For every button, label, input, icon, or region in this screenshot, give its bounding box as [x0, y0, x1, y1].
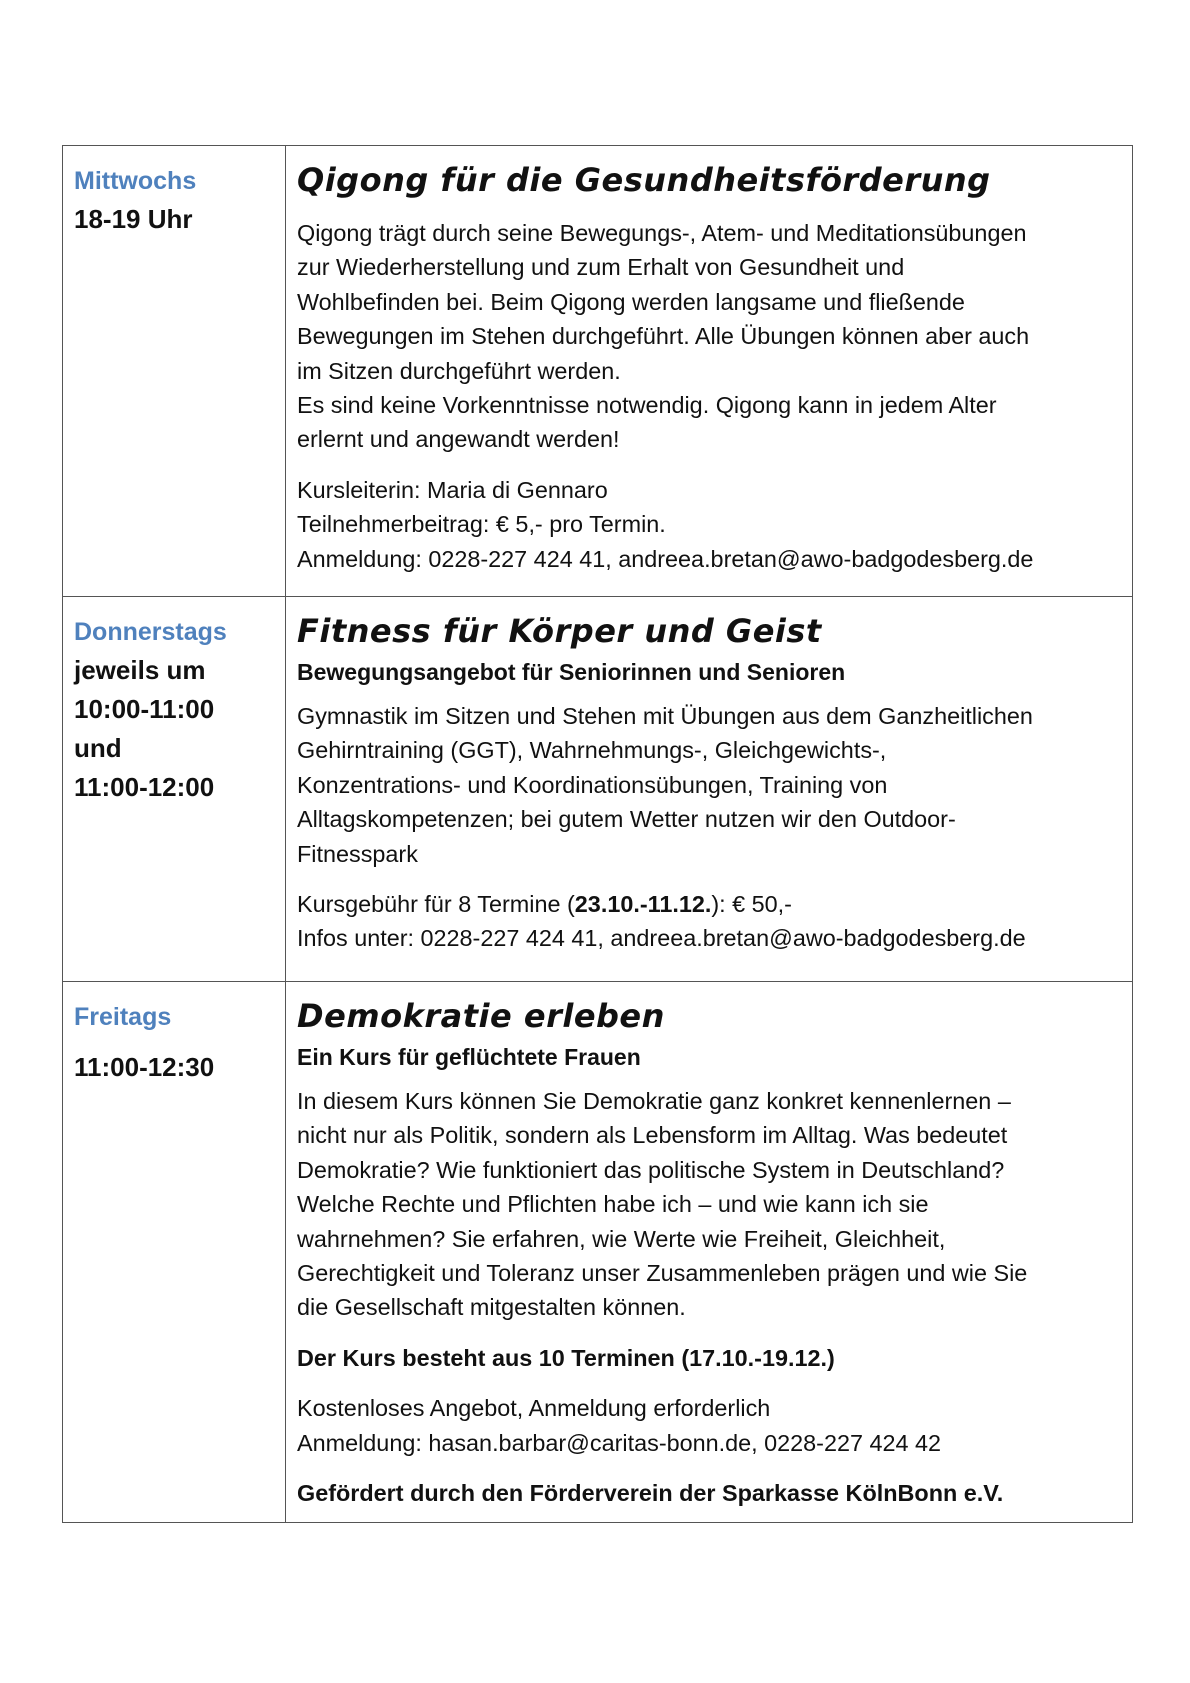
day-cell [63, 146, 286, 596]
course-fee: Teilnehmerbeitrag: € 5,- pro Termin. [297, 511, 666, 538]
course-registration: Anmeldung: 0228-227 424 41, andreea.bretan@awo-badgodesberg.de [297, 545, 1034, 572]
day-time: 11:00-12:30 [74, 1052, 215, 1082]
course-details [286, 146, 1132, 596]
course-schedule: Der Kurs besteht aus 10 Terminen (17.10.-19.12.) [297, 1344, 835, 1371]
course-title: Qigong für die Gesundheitsförderung [297, 161, 991, 199]
course-details [286, 982, 1132, 1522]
day-name: Freitags [74, 1003, 172, 1031]
course-sponsor: Gefördert durch den Förderverein der Sparkasse KölnBonn e.V. [297, 1480, 1004, 1507]
course-registration: Anmeldung: hasan.barbar@caritas-bonn.de, 0228-227 424 42 [297, 1429, 942, 1456]
course-contact [297, 473, 1120, 576]
course-table [62, 145, 1133, 1523]
course-offer: Kostenloses Angebot, Anmeldung erforderlich [297, 1395, 771, 1422]
day-time: jeweils um [74, 655, 206, 685]
course-row-democracy [63, 981, 1132, 1522]
course-title: Demokratie erleben [297, 997, 665, 1035]
day-name: Mittwochs [74, 167, 197, 195]
course-details [286, 597, 1132, 981]
course-subtitle: Bewegungsangebot für Seniorinnen und Senioren [297, 659, 846, 685]
day-time: und [74, 733, 122, 763]
day-time: 11:00-12:00 [74, 772, 215, 802]
course-contact [297, 1391, 1120, 1460]
course-info: Infos unter: 0228-227 424 41, andreea.bretan@awo-badgodesberg.de [297, 925, 1026, 952]
course-fee: Kursgebühr für 8 Termine (23.10.-11.12.): € 50,- [297, 891, 792, 918]
day-cell [63, 597, 286, 981]
course-subtitle: Ein Kurs für geflüchtete Frauen [297, 1044, 641, 1070]
course-description: Gymnastik im Sitzen und Stehen mit Übungen aus dem Ganzheitlichen Gehirntraining (GGT), Wahrnehmungs-, Gleichgewichts-, Konzentrations- und Koordinationsübungen, Training von Alltagskompetenzen; bei gutem Wetter nutzen wir den Outdoor- Fitnesspark [297, 703, 1033, 867]
course-row-qigong [63, 146, 1132, 596]
course-dates: 23.10.-11.12. [574, 891, 712, 918]
course-description: In diesem Kurs können Sie Demokratie ganz konkret kennenlernen – nicht nur als Politik, sondern als Lebensform im Alltag. Was bedeutet Demokratie? Wie funktioniert das politische System in Deutschland? Welche Rechte und Pflichten habe ich – und wie kann ich sie wahrnehmen? Sie erfahren, wie Werte wie Freiheit, Gleichheit, Gerechtigkeit und Toleranz unser Zusammenleben prägen und wie Sie die Gesellschaft mitgestalten können. [297, 1088, 1028, 1321]
course-title: Fitness für Körper und Geist [297, 612, 822, 650]
course-row-fitness [63, 596, 1132, 981]
day-cell [63, 982, 286, 1522]
day-time: 10:00-11:00 [74, 694, 215, 724]
course-description: Qigong trägt durch seine Bewegungs-, Atem- und Meditationsübungen zur Wiederherstellung und zum Erhalt von Gesundheit und Wohlbefinden bei. Beim Qigong werden langsame und fließende Bewegungen im Stehen durchgeführt. Alle Übungen können aber auch im Sitzen durchgeführt werden. Es sind keine Vorkenntnisse notwendig. Qigong kann in jedem Alter erlernt und angewandt werden! [297, 220, 1030, 453]
course-contact [297, 887, 1120, 956]
day-time: 18-19 Uhr [74, 204, 193, 234]
course-leader: Kursleiterin: Maria di Gennaro [297, 476, 608, 503]
day-name: Donnerstags [74, 618, 227, 646]
